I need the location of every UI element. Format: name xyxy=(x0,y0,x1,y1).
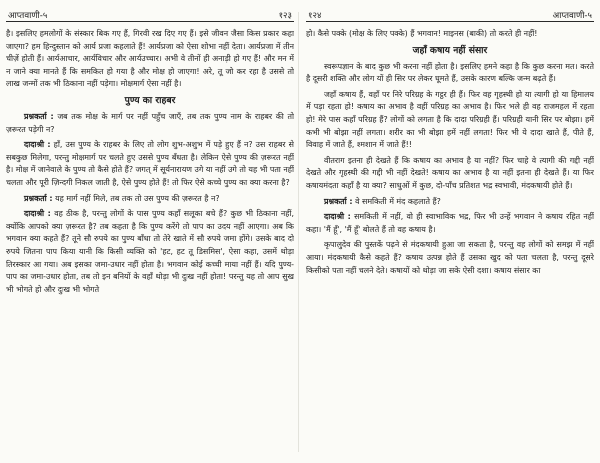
left-page xyxy=(6,8,294,458)
speaker-label: दादाश्री : xyxy=(24,140,51,150)
paragraph: स्वरूपज्ञान के बाद कुछ भी करना नहीं होता है। इसलिए हमने कहा है कि कुछ करना मत। करते है दूसरी शक्ति और लोग यों ही सिर पर लेकर घूमते हैं, उसके कारण बल्कि जन्म बढ़ते हैं। xyxy=(306,61,594,84)
paragraph: जहाँ कषाय हैं, वहाँ पर निरे परिग्रह के गट्ठर ही हैं। फिर वह गृहस्थी हो या त्यागी हो या हिमालय में पड़ा रहता हो! कषाय का अभाव है वहीं परिग्रह का अभाव है। फिर भले ही वह राजमहल में रहता हो! मेरे पास कहाँ परिग्रह हैं? लोगों को लगता है कि दादा परिग्रही हैं। परिग्रही यानी सिर पर बोझा। हमें कभी भी बोझा नहीं लगता। शरीर का भी बोझा हमें नहीं लगता! फिर भी ये दादा खाते हैं, पीते हैं, विवाह में जाते हैं, श्मशान में जाते हैं!! xyxy=(306,89,594,150)
speaker-label: दादाश्री : xyxy=(24,209,51,219)
dialogue-paragraph xyxy=(6,208,294,296)
right-page-number: १२४ xyxy=(308,10,322,21)
paragraph: हो। कैसे पक्के (मोक्ष के लिए पक्के) हैं भगवान! माइनस (बाकी) तो करते ही नहीं! xyxy=(306,29,538,38)
page-gutter xyxy=(298,12,299,452)
left-header-title: आप्तवाणी-५ xyxy=(8,10,48,21)
speaker-label: प्रश्नकर्ता : xyxy=(24,193,53,203)
dialogue-paragraph xyxy=(6,193,294,206)
right-page-header xyxy=(306,8,594,22)
dialogue-text: जब तक मोक्ष के मार्ग पर नहीं पहुँच जाएँ, तब तक पुण्य नाम के राहबर की तो ज़रूरत पड़ेगी न? xyxy=(6,111,294,134)
dialogue-text: हाँ, उस पुण्य के राहबर के लिए तो लोग शुभ-अशुभ में पड़े हुए हैं न? उस राहबर से सबकुछ मिलेगा, परन्तु मोक्षमार्ग पर चलते हुए उससे पुण्य बँधता है। लेकिन ऐसे पुण्य की ज़रूरत नहीं है। मोक्ष में जानेवाले के पुण्य तो कैसे होते हैं? जगत् में सूर्यनारायण उगे या नहीं उगे तो यह भी पता नहीं चलता और पूरी ज़िन्दगी निकल जाती है, ऐसे पुण्य होते हैं! तो फिर ऐसे कच्चे पुण्य का क्या करना है? xyxy=(6,140,294,187)
dialogue-paragraph xyxy=(6,111,294,136)
left-page-body xyxy=(6,28,294,296)
dialogue-paragraph xyxy=(306,196,594,209)
section-heading: जहाँ कषाय नहीं संसार xyxy=(412,44,488,56)
left-page-header xyxy=(6,8,294,22)
dialogue-text: यह मार्ग नहीं मिले, तब तक तो उस पुण्य की ज़रूरत है न? xyxy=(55,193,220,203)
dialogue-paragraph xyxy=(306,211,594,236)
right-page xyxy=(306,8,594,458)
section-heading: पुण्य का राहबर xyxy=(124,94,176,106)
left-page-number: १२३ xyxy=(278,10,292,21)
dialogue-text: वह ठीक है, परन्तु लोगों के पास पुण्य कहाँ सलूका बचे हैं? कुछ भी ठिकाना नहीं, क्योंकि आपको क्या ज़रूरत है? तब कहता है कि पुण्य करेंगे तो पाप का उदय नहीं आएगा। अब कि भगवान क्या कहते हैं? तूने सौ रुपये का पुण्य बाँधा तो तेरे खाते में सौ रुपये जमा होंगे। उसके बाद दो रुपये जितना पाप किया यानी कि किसी व्यक्ति को 'हट, हट तू डिसमिस', ऐसा कहा, उसमें थोड़ा तिरस्कार आ गया। अब इसका जमा-उधार नहीं होता है। भगवान कोई कच्ची माया नहीं हैं। यदि पुण्य-पाप का जमा-उधार होता, तब तो इन बनियों के वहाँ थोड़ा भी दुःख नहीं होता! परन्तु यह तो आप सुख भी भोगते हो और दुःख भी भोगते xyxy=(6,209,294,294)
paragraph: है। इसलिए हमलोगों के संस्कार बिक गए हैं, गिरवी रख दिए गए हैं। इसे जीवन जैसा किस प्रकार कहा जाएगा? हम हिन्दुस्तान को आर्य प्रजा कहलाते हैं! आर्यप्रजा को ऐसा शोभा नहीं देता। आर्यप्रजा में तीन चीज़ें होती हैं। आर्यआचार, आर्यविचार और आर्यउच्चार। अभी वे तीनों ही अनाड़ी हो गए हैं! और मन में न जाने क्या मानते हैं कि समकित हो गया है और मोक्ष हो जाएगा! अरे, तू जो कर रहा है उससे तो लाख जन्मों तक भी ठिकाना नहीं पड़ेगा। मोक्षमार्ग ऐसा नहीं है। xyxy=(6,29,294,89)
speaker-label: दादाश्री : xyxy=(324,212,351,222)
dialogue-text: समकिती में नहीं, वो ही स्वाभाविक भद्र, फिर भी उन्हें भगवान ने कषाय रहित नहीं कहा। 'मैं हूँ', 'मैं हूँ' बोलते हैं तो वह कषाय है। xyxy=(306,212,594,234)
right-header-title: आप्तवाणी-५ xyxy=(552,10,592,21)
dialogue-paragraph xyxy=(6,139,294,189)
right-page-body xyxy=(306,28,594,277)
dialogue-text: वे समकिती में मंद कहलाते हैं? xyxy=(355,196,441,206)
speaker-label: प्रश्नकर्ता : xyxy=(24,111,54,121)
paragraph: वीतराग इतना ही देखते हैं कि कषाय का अभाव है या नहीं? फिर चाहे वे त्यागी की गद्दी नहीं देखते और गृहस्थी की गद्दी भी नहीं देखते! कषाय का अभाव है या नहीं इतना ही देखते हैं। या फिर कषायमंदता कहाँ है या क्या? साधुओं में कुछ, दो-पाँच प्रतिशत भद्र स्वभावी, मंदकषायी होते हैं। xyxy=(306,155,594,190)
speaker-label: प्रश्नकर्ता : xyxy=(324,196,353,206)
paragraph: कृपालुदेव की पुस्तकें पढ़ने से मंदकषायी हुआ जा सकता है, परन्तु वह लोगों को समझ में नहीं आया। मंदकषायी कैसे कहते हैं? कषाय उत्पन्न होते हैं उसका खुद को पता चलता है, परन्तु दूसरे किसीको पता नहीं चलने देते। कषायों को थोड़ा जा सके ऐसी दशा। कषाय संसार का xyxy=(306,240,594,275)
